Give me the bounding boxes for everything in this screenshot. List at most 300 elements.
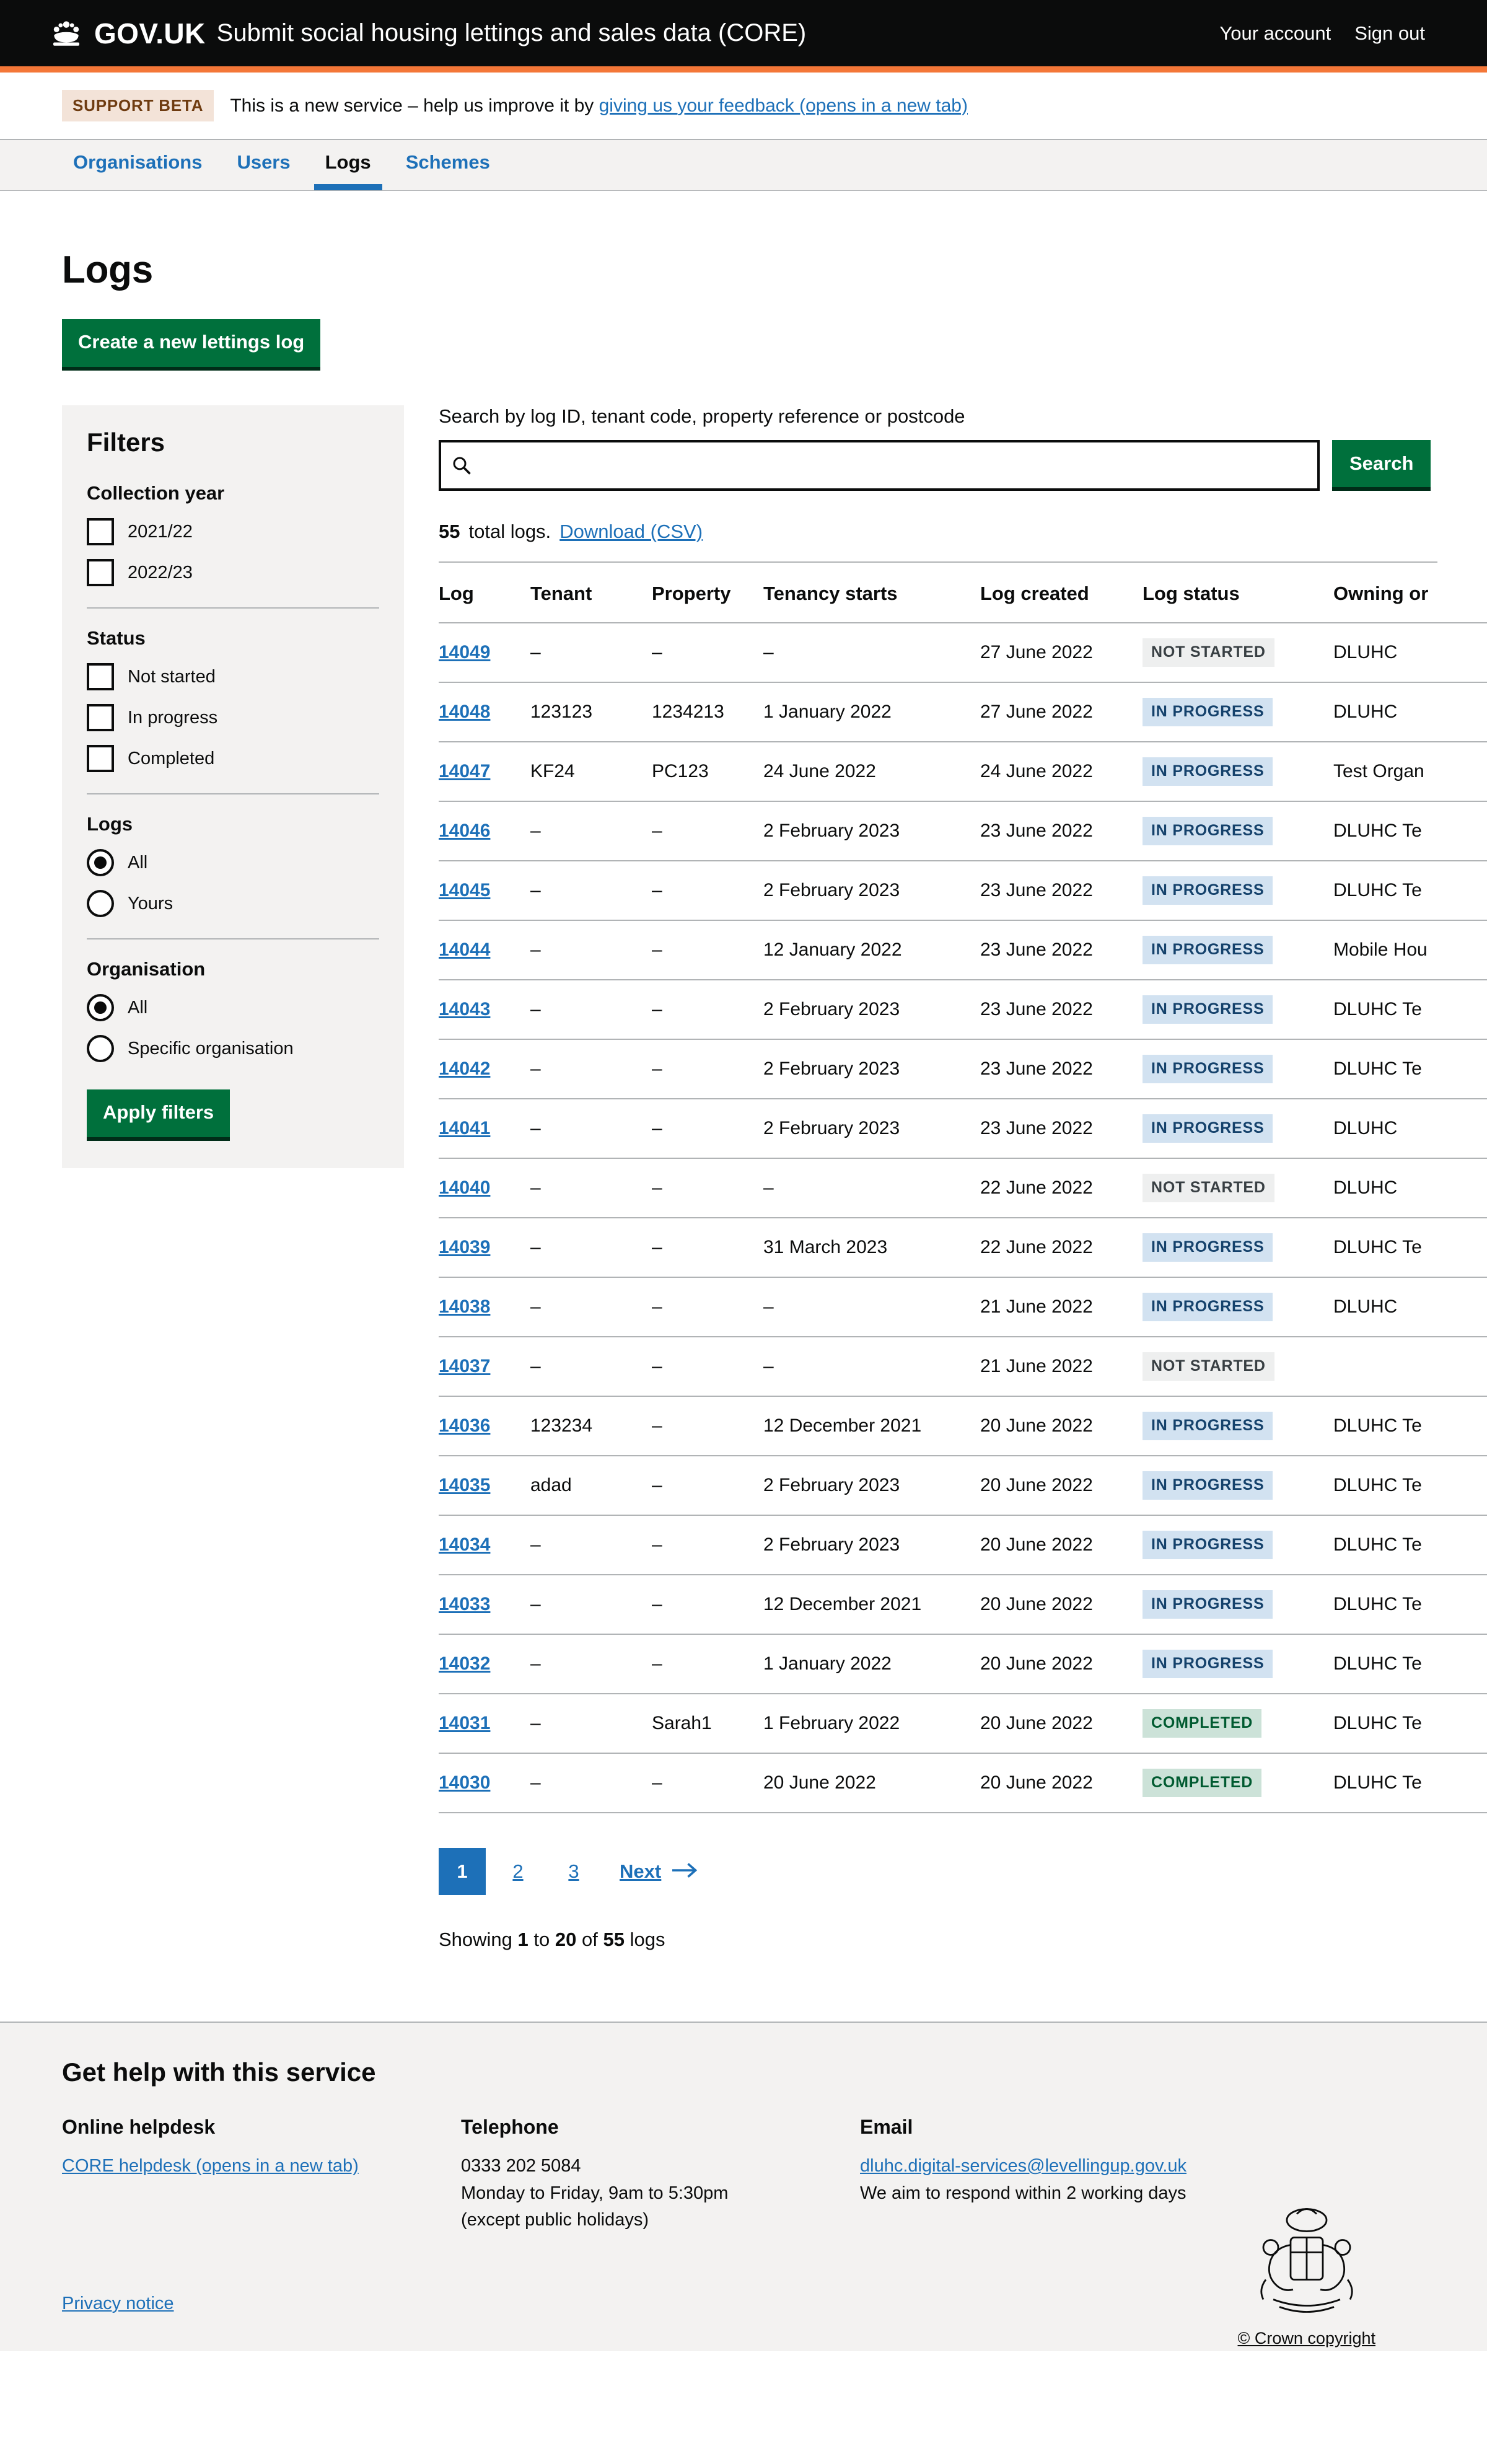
- column-header-log[interactable]: Log: [439, 563, 530, 623]
- status-badge: IN PROGRESS: [1143, 698, 1273, 726]
- crown-copyright-label: [1238, 2329, 1375, 2348]
- column-header-property[interactable]: Property: [652, 563, 763, 623]
- search-button[interactable]: Search: [1332, 440, 1431, 491]
- cell-log-created: 20 June 2022: [980, 1515, 1143, 1575]
- cell-log-status: [1143, 980, 1333, 1039]
- filter-group-organisation: [87, 958, 379, 1062]
- table-row: [439, 801, 1487, 861]
- pagination-page-3[interactable]: 3: [568, 1860, 579, 1882]
- sign-out-link[interactable]: Sign out: [1354, 22, 1425, 44]
- logs-table-head: [439, 563, 1487, 623]
- log-link[interactable]: 14041: [439, 1118, 491, 1138]
- cell-tenant: –: [530, 920, 652, 980]
- cell-log-created: 23 June 2022: [980, 980, 1143, 1039]
- cell-owning-organisation: DLUHC Te: [1333, 1218, 1487, 1277]
- cell-log-created: 20 June 2022: [980, 1753, 1143, 1813]
- showing-summary: [439, 1929, 1437, 1988]
- cell-log-status: [1143, 1694, 1333, 1753]
- cell-log-created: 23 June 2022: [980, 1099, 1143, 1158]
- filter-group-title-collection-year: Collection year: [87, 482, 225, 504]
- filter-option-org-specific[interactable]: [87, 1035, 379, 1062]
- filter-option-completed[interactable]: [87, 745, 379, 772]
- cell-log-id: [439, 742, 530, 801]
- cell-log-status: [1143, 1277, 1333, 1337]
- footer-online-title: Online helpdesk: [62, 2116, 216, 2138]
- cell-log-status: [1143, 623, 1333, 682]
- status-badge: IN PROGRESS: [1143, 995, 1273, 1024]
- cell-log-created: 23 June 2022: [980, 801, 1143, 861]
- status-badge: IN PROGRESS: [1143, 1233, 1273, 1262]
- filter-option-in-progress[interactable]: [87, 704, 379, 731]
- create-new-lettings-log-button[interactable]: Create a new lettings log: [62, 319, 320, 371]
- cell-owning-organisation: DLUHC Te: [1333, 1694, 1487, 1753]
- log-link[interactable]: 14038: [439, 1296, 491, 1317]
- cell-log-status: [1143, 1158, 1333, 1218]
- cell-log-status: [1143, 1753, 1333, 1813]
- cell-log-id: [439, 1277, 530, 1337]
- cell-tenancy-starts: 2 February 2023: [763, 861, 980, 920]
- nav-item-users[interactable]: Users: [237, 151, 291, 173]
- page-title: Logs: [62, 249, 153, 291]
- cell-owning-organisation: DLUHC Te: [1333, 801, 1487, 861]
- nav-item-organisations[interactable]: Organisations: [73, 151, 203, 173]
- nav-item-schemes[interactable]: Schemes: [405, 151, 490, 173]
- table-row: [439, 1099, 1487, 1158]
- log-link[interactable]: 14037: [439, 1356, 491, 1376]
- cell-property: PC123: [652, 742, 763, 801]
- cell-tenancy-starts: 12 December 2021: [763, 1575, 980, 1634]
- cell-property: –: [652, 1575, 763, 1634]
- status-badge: IN PROGRESS: [1143, 757, 1273, 786]
- footer-email-note: We aim to respond within 2 working days: [860, 2183, 1187, 2203]
- primary-nav: [0, 140, 1487, 191]
- footer-col-telephone: [461, 2112, 860, 2234]
- cell-log-id: [439, 1218, 530, 1277]
- table-row: [439, 980, 1487, 1039]
- cell-tenancy-starts: 24 June 2022: [763, 742, 980, 801]
- cell-owning-organisation: DLUHC Te: [1333, 1456, 1487, 1515]
- filter-label-logs-all: All: [128, 852, 148, 873]
- cell-log-created: 23 June 2022: [980, 1039, 1143, 1099]
- cell-log-id: [439, 1575, 530, 1634]
- royal-arms-icon: [1239, 2309, 1375, 2320]
- filters-heading: Filters: [87, 428, 165, 457]
- crown-icon: [50, 20, 83, 46]
- search-row: [439, 440, 1437, 491]
- totals-row: [439, 521, 1437, 563]
- checkbox-in-progress[interactable]: [87, 704, 114, 731]
- cell-log-status: [1143, 682, 1333, 742]
- table-row: [439, 1753, 1487, 1813]
- log-link[interactable]: 14040: [439, 1177, 491, 1198]
- search-input[interactable]: [478, 454, 1306, 477]
- cell-owning-organisation: DLUHC Te: [1333, 1575, 1487, 1634]
- cell-tenant: adad: [530, 1456, 652, 1515]
- status-badge: NOT STARTED: [1143, 1174, 1274, 1202]
- table-row: [439, 920, 1487, 980]
- status-badge: IN PROGRESS: [1143, 1293, 1273, 1321]
- cell-owning-organisation: DLUHC: [1333, 1277, 1487, 1337]
- filter-divider-2: [87, 793, 379, 794]
- cell-log-status: [1143, 1218, 1333, 1277]
- showing-from: 1: [517, 1929, 529, 1950]
- cell-tenant: –: [530, 861, 652, 920]
- cell-log-created: 21 June 2022: [980, 1337, 1143, 1396]
- site-header: [0, 0, 1487, 66]
- footer-email-link[interactable]: dluhc.digital-services@levellingup.gov.uk: [860, 2156, 1187, 2176]
- log-link[interactable]: 14035: [439, 1475, 491, 1495]
- cell-tenant: –: [530, 980, 652, 1039]
- filter-group-title-logs: Logs: [87, 813, 133, 835]
- footer-columns: [62, 2112, 1437, 2234]
- table-row: [439, 682, 1487, 742]
- cell-property: Sarah1: [652, 1694, 763, 1753]
- cell-log-status: [1143, 1099, 1333, 1158]
- core-helpdesk-link[interactable]: CORE helpdesk (opens in a new tab): [62, 2156, 359, 2176]
- log-link[interactable]: 14034: [439, 1534, 491, 1555]
- cell-log-id: [439, 1158, 530, 1218]
- column-header-log-created[interactable]: Log created: [980, 563, 1143, 623]
- cell-tenant: –: [530, 1694, 652, 1753]
- cell-log-status: [1143, 920, 1333, 980]
- cell-log-id: [439, 1337, 530, 1396]
- arrow-right-icon: [672, 1860, 698, 1883]
- pagination-next-link[interactable]: [620, 1860, 698, 1883]
- status-badge: IN PROGRESS: [1143, 1412, 1273, 1440]
- cell-tenancy-starts: 2 February 2023: [763, 1456, 980, 1515]
- govuk-wordmark: GOV.UK: [94, 17, 206, 50]
- table-row: [439, 861, 1487, 920]
- cell-tenancy-starts: 1 February 2022: [763, 1694, 980, 1753]
- footer-email-title: Email: [860, 2116, 913, 2138]
- log-link[interactable]: 14036: [439, 1415, 491, 1436]
- table-row: [439, 1337, 1487, 1396]
- filter-option-not-started[interactable]: [87, 663, 379, 690]
- cell-tenancy-starts: 31 March 2023: [763, 1218, 980, 1277]
- cell-property: –: [652, 861, 763, 920]
- filters-panel: [62, 405, 404, 1168]
- cell-log-created: 21 June 2022: [980, 1277, 1143, 1337]
- checkbox-2021-22[interactable]: [87, 518, 114, 545]
- filter-divider-1: [87, 607, 379, 609]
- cell-property: –: [652, 1396, 763, 1456]
- privacy-notice-wrap: [62, 2294, 1437, 2314]
- cell-tenancy-starts: 2 February 2023: [763, 801, 980, 861]
- logs-table: [439, 563, 1487, 1813]
- cell-tenancy-starts: 1 January 2022: [763, 682, 980, 742]
- cell-log-created: 20 June 2022: [980, 1634, 1143, 1694]
- cell-property: –: [652, 1277, 763, 1337]
- cell-log-id: [439, 801, 530, 861]
- cell-owning-organisation: DLUHC: [1333, 1099, 1487, 1158]
- status-badge: NOT STARTED: [1143, 638, 1274, 667]
- table-row: [439, 1634, 1487, 1694]
- cell-tenancy-starts: –: [763, 1158, 980, 1218]
- table-row: [439, 1218, 1487, 1277]
- nav-item-logs[interactable]: Logs: [314, 140, 382, 190]
- cell-tenancy-starts: 2 February 2023: [763, 980, 980, 1039]
- cell-log-id: [439, 623, 530, 682]
- phase-banner: [0, 73, 1487, 140]
- phase-banner-text: [230, 95, 968, 117]
- cell-log-status: [1143, 801, 1333, 861]
- cell-property: –: [652, 1515, 763, 1575]
- cell-tenancy-starts: 2 February 2023: [763, 1099, 980, 1158]
- cell-owning-organisation: [1333, 1337, 1487, 1396]
- cell-tenant: –: [530, 1753, 652, 1813]
- log-link[interactable]: 14044: [439, 939, 491, 960]
- filter-label-not-started: Not started: [128, 666, 216, 687]
- table-row: [439, 1456, 1487, 1515]
- cell-owning-organisation: DLUHC Te: [1333, 1515, 1487, 1575]
- cell-log-status: [1143, 1396, 1333, 1456]
- showing-of: of: [582, 1929, 598, 1950]
- cell-log-status: [1143, 1575, 1333, 1634]
- apply-filters-wrap: [87, 1089, 379, 1141]
- log-link[interactable]: 14031: [439, 1713, 491, 1733]
- cell-log-id: [439, 1753, 530, 1813]
- download-csv-link[interactable]: Download (CSV): [559, 521, 703, 542]
- cell-log-created: 20 June 2022: [980, 1396, 1143, 1456]
- cell-log-created: 20 June 2022: [980, 1456, 1143, 1515]
- cell-log-status: [1143, 861, 1333, 920]
- cell-owning-organisation: DLUHC: [1333, 682, 1487, 742]
- cell-property: –: [652, 1456, 763, 1515]
- cell-owning-organisation: DLUHC Te: [1333, 1634, 1487, 1694]
- filter-group-logs: [87, 813, 379, 917]
- filter-option-2022-23[interactable]: [87, 559, 379, 586]
- cell-tenant: –: [530, 1515, 652, 1575]
- cell-log-id: [439, 980, 530, 1039]
- log-link[interactable]: 14042: [439, 1058, 491, 1079]
- cell-log-id: [439, 1515, 530, 1575]
- status-badge: COMPLETED: [1143, 1769, 1261, 1797]
- showing-to: 20: [555, 1929, 577, 1950]
- logs-table-body: [439, 623, 1487, 1813]
- table-row: [439, 1277, 1487, 1337]
- cell-property: 1234213: [652, 682, 763, 742]
- table-row: [439, 1575, 1487, 1634]
- cell-tenant: –: [530, 1575, 652, 1634]
- filter-label-completed: Completed: [128, 748, 215, 768]
- cell-property: –: [652, 1218, 763, 1277]
- checkbox-completed[interactable]: [87, 745, 114, 772]
- column-header-owning-organisation[interactable]: Owning or: [1333, 563, 1487, 623]
- showing-suffix: logs: [629, 1929, 665, 1950]
- table-row: [439, 1396, 1487, 1456]
- cell-log-status: [1143, 1337, 1333, 1396]
- apply-filters-button[interactable]: Apply filters: [87, 1089, 230, 1141]
- cell-log-id: [439, 861, 530, 920]
- phase-tag: SUPPORT BETA: [62, 90, 214, 121]
- filter-option-logs-all[interactable]: [87, 849, 379, 876]
- filter-group-title-status: Status: [87, 627, 146, 649]
- table-row: [439, 1694, 1487, 1753]
- status-badge: IN PROGRESS: [1143, 936, 1273, 964]
- table-row: [439, 742, 1487, 801]
- cell-log-created: 23 June 2022: [980, 920, 1143, 980]
- cell-log-created: 22 June 2022: [980, 1218, 1143, 1277]
- radio-org-all[interactable]: [87, 994, 114, 1021]
- table-row: [439, 1158, 1487, 1218]
- footer-phone-title: Telephone: [461, 2116, 559, 2138]
- main-content: [0, 248, 1487, 1988]
- cell-log-id: [439, 920, 530, 980]
- cell-owning-organisation: DLUHC: [1333, 623, 1487, 682]
- checkbox-not-started[interactable]: [87, 663, 114, 690]
- results-column: [439, 405, 1437, 1988]
- checkbox-2022-23[interactable]: [87, 559, 114, 586]
- showing-mid: to: [533, 1929, 550, 1950]
- crown-copyright-block: [1238, 2202, 1375, 2348]
- cell-log-id: [439, 682, 530, 742]
- cell-owning-organisation: DLUHC Te: [1333, 861, 1487, 920]
- status-badge: IN PROGRESS: [1143, 1471, 1273, 1500]
- log-link[interactable]: 14047: [439, 761, 491, 781]
- log-link[interactable]: 14045: [439, 880, 491, 900]
- search-field-wrapper[interactable]: [439, 440, 1320, 491]
- cell-log-status: [1143, 1515, 1333, 1575]
- search-label: Search by log ID, tenant code, property reference or postcode: [439, 405, 965, 427]
- cell-tenancy-starts: 1 January 2022: [763, 1634, 980, 1694]
- filter-label-2021-22: 2021/22: [128, 521, 193, 542]
- cell-log-created: 27 June 2022: [980, 623, 1143, 682]
- footer-phone-number: 0333 202 5084: [461, 2156, 581, 2176]
- cell-log-created: 20 June 2022: [980, 1575, 1143, 1634]
- filter-label-org-all: All: [128, 997, 148, 1018]
- filter-divider-3: [87, 938, 379, 939]
- log-link[interactable]: 14048: [439, 702, 491, 722]
- pagination: [439, 1848, 1437, 1895]
- cell-log-id: [439, 1039, 530, 1099]
- pagination-page-1[interactable]: 1: [439, 1848, 486, 1895]
- cell-log-created: 27 June 2022: [980, 682, 1143, 742]
- cell-property: –: [652, 980, 763, 1039]
- cell-property: –: [652, 1158, 763, 1218]
- footer-col-email: [860, 2112, 1294, 2234]
- cell-property: –: [652, 1634, 763, 1694]
- status-badge: IN PROGRESS: [1143, 817, 1273, 845]
- filter-option-org-all[interactable]: [87, 994, 379, 1021]
- cell-property: –: [652, 1099, 763, 1158]
- cell-property: –: [652, 1337, 763, 1396]
- search-icon: [452, 456, 471, 475]
- log-link[interactable]: 14032: [439, 1653, 491, 1674]
- log-link[interactable]: 14046: [439, 821, 491, 841]
- radio-org-specific[interactable]: [87, 1035, 114, 1062]
- cell-log-created: 20 June 2022: [980, 1694, 1143, 1753]
- filter-group-title-organisation: Organisation: [87, 958, 206, 980]
- cell-log-id: [439, 1694, 530, 1753]
- crown-copyright-link[interactable]: © Crown copyright: [1237, 2329, 1375, 2347]
- table-header-row: [439, 563, 1487, 623]
- cell-tenancy-starts: 12 December 2021: [763, 1396, 980, 1456]
- column-header-log-status[interactable]: Log status: [1143, 563, 1333, 623]
- filter-option-logs-yours[interactable]: [87, 890, 379, 917]
- cell-log-id: [439, 1099, 530, 1158]
- cell-log-id: [439, 1634, 530, 1694]
- status-badge: IN PROGRESS: [1143, 1650, 1273, 1678]
- your-account-link[interactable]: Your account: [1219, 22, 1331, 44]
- log-link[interactable]: 14033: [439, 1594, 491, 1614]
- cell-log-created: 23 June 2022: [980, 861, 1143, 920]
- log-link[interactable]: 14039: [439, 1237, 491, 1257]
- site-footer: [0, 2022, 1487, 2351]
- log-link[interactable]: 14030: [439, 1772, 491, 1793]
- cell-log-status: [1143, 1456, 1333, 1515]
- cell-log-status: [1143, 742, 1333, 801]
- status-badge: COMPLETED: [1143, 1709, 1261, 1738]
- status-badge: IN PROGRESS: [1143, 1531, 1273, 1559]
- log-link[interactable]: 14043: [439, 999, 491, 1019]
- footer-phone-hours: Monday to Friday, 9am to 5:30pm: [461, 2183, 729, 2203]
- cell-tenancy-starts: –: [763, 623, 980, 682]
- govuk-logo[interactable]: [50, 17, 206, 50]
- pagination-page-2[interactable]: 2: [512, 1860, 524, 1882]
- footer-phone-note: (except public holidays): [461, 2210, 649, 2230]
- column-header-tenant[interactable]: Tenant: [530, 563, 652, 623]
- filter-group-collection-year: [87, 482, 379, 586]
- cell-tenant: –: [530, 1634, 652, 1694]
- cell-tenancy-starts: 12 January 2022: [763, 920, 980, 980]
- content-row: [62, 405, 1437, 1988]
- cell-log-status: [1143, 1634, 1333, 1694]
- radio-logs-yours[interactable]: [87, 890, 114, 917]
- cell-tenant: KF24: [530, 742, 652, 801]
- filter-label-in-progress: In progress: [128, 707, 218, 728]
- status-badge: IN PROGRESS: [1143, 1055, 1273, 1083]
- filter-label-org-specific: Specific organisation: [128, 1038, 294, 1058]
- cell-tenancy-starts: –: [763, 1337, 980, 1396]
- cell-property: –: [652, 623, 763, 682]
- privacy-notice-link[interactable]: Privacy notice: [62, 2293, 174, 2313]
- cell-tenant: –: [530, 623, 652, 682]
- feedback-link[interactable]: giving us your feedback (opens in a new tab): [599, 95, 968, 116]
- filter-label-logs-yours: Yours: [128, 893, 173, 913]
- cell-tenancy-starts: 20 June 2022: [763, 1753, 980, 1813]
- log-link[interactable]: 14049: [439, 642, 491, 662]
- cell-owning-organisation: DLUHC Te: [1333, 1039, 1487, 1099]
- phase-banner-message: This is a new service – help us improve it by: [230, 95, 594, 116]
- cell-property: –: [652, 920, 763, 980]
- pagination-next-label: Next: [620, 1860, 662, 1882]
- cell-property: –: [652, 1039, 763, 1099]
- cell-tenancy-starts: 2 February 2023: [763, 1039, 980, 1099]
- cell-owning-organisation: DLUHC Te: [1333, 1753, 1487, 1813]
- cell-tenant: 123234: [530, 1396, 652, 1456]
- cell-tenant: –: [530, 1218, 652, 1277]
- status-badge: IN PROGRESS: [1143, 1590, 1273, 1619]
- cell-tenant: –: [530, 1039, 652, 1099]
- cell-tenant: –: [530, 1337, 652, 1396]
- total-count: 55: [439, 521, 460, 542]
- status-badge: IN PROGRESS: [1143, 876, 1273, 905]
- cell-property: –: [652, 1753, 763, 1813]
- status-badge: IN PROGRESS: [1143, 1114, 1273, 1143]
- cell-tenant: –: [530, 1099, 652, 1158]
- cell-log-created: 22 June 2022: [980, 1158, 1143, 1218]
- cell-owning-organisation: DLUHC Te: [1333, 1396, 1487, 1456]
- cell-log-created: 24 June 2022: [980, 742, 1143, 801]
- table-row: [439, 1515, 1487, 1575]
- showing-total: 55: [603, 1929, 625, 1950]
- filter-option-2021-22[interactable]: [87, 518, 379, 545]
- cell-tenant: 123123: [530, 682, 652, 742]
- column-header-tenancy-starts[interactable]: Tenancy starts: [763, 563, 980, 623]
- total-suffix: total logs.: [468, 521, 551, 542]
- radio-logs-all[interactable]: [87, 849, 114, 876]
- table-row: [439, 623, 1487, 682]
